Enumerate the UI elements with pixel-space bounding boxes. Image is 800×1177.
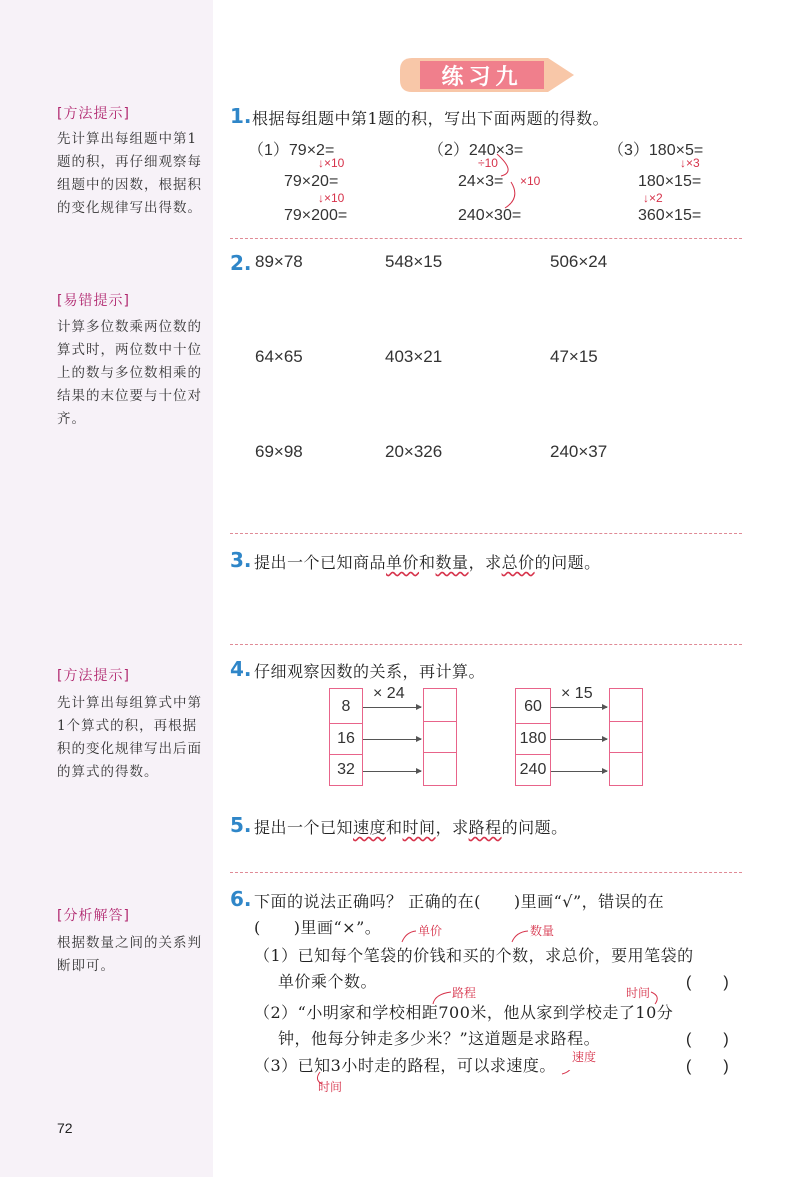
tip2-text: 计算多位数乘两位数的算式时，两位数中十位上的数与多位数相乘的结果的末位要与十位对齐。 xyxy=(57,319,202,427)
divider-1 xyxy=(230,238,742,239)
q6-item1-line2: 单价乘个数。 xyxy=(278,972,378,991)
q6-ann-shuliang: 数量 xyxy=(530,924,555,938)
q5-underline-sudu: 速度 xyxy=(353,818,387,837)
q2-expr-2: 548×15 xyxy=(385,252,443,271)
page-number: 72 xyxy=(57,1120,73,1136)
q1-g2-expr2: 24×3= xyxy=(458,173,504,190)
page-title: 练习九 xyxy=(441,65,523,90)
q1-g2-ann1: ÷10 xyxy=(478,156,498,170)
q1-g1-label: （1） xyxy=(248,142,289,159)
q4-right-num-1: 60 xyxy=(524,698,542,715)
q6-ann-lucheng: 路程 xyxy=(452,986,477,1000)
q2-expr-1: 89×78 xyxy=(255,252,303,271)
q6-ann-danjia: 单价 xyxy=(418,924,443,938)
q1-g2-label: （2） xyxy=(428,142,469,159)
q4-number: 4. xyxy=(230,657,252,681)
q1-g1-ann1: ↓×10 xyxy=(318,156,345,170)
q6-text-line1: 下面的说法正确吗？ 正确的在( )里画“√”，错误的在 xyxy=(254,892,665,911)
q2-number: 2. xyxy=(230,251,252,275)
q3-text: 提出一个已知商品单价和数量，求总价的问题。 xyxy=(254,553,601,572)
title-banner xyxy=(398,56,578,94)
q1-g3-expr2: 180×15= xyxy=(638,173,702,190)
q4-right-arrow-2 xyxy=(551,739,607,740)
q4-left-arrow-1 xyxy=(363,707,421,708)
q1-text: 根据每组题中第1题的积，写出下面两题的得数。 xyxy=(252,109,610,128)
q2-expr-3: 506×24 xyxy=(550,252,608,271)
q1-g3-ann1: ↓×3 xyxy=(680,156,700,170)
q1-g3-expr1: 180×5= xyxy=(648,142,704,159)
q1-g3-expr3: 360×15= xyxy=(638,207,702,224)
tip2-title: [易错提示] xyxy=(57,293,130,309)
q1-g2-expr1: 240×3= xyxy=(468,142,524,159)
q4-right-arrow-3 xyxy=(551,771,607,772)
q1-g1-ann2: ↓×10 xyxy=(318,191,345,205)
q4-left-num-1: 8 xyxy=(341,698,351,715)
q5-underline-lucheng: 路程 xyxy=(468,818,502,837)
q4-right-arrow-1 xyxy=(551,707,607,708)
q4-left-arrow-3 xyxy=(363,771,421,772)
q4-left-arrow-2 xyxy=(363,739,421,740)
q6-item2-answer[interactable]: ( ) xyxy=(686,1031,729,1048)
q1-g3-ann2: ↓×2 xyxy=(643,191,663,205)
q2-expr-5: 403×21 xyxy=(385,347,443,366)
q6-item2-line2: 钟，他每分钟走多少米？”这道题是求路程。 xyxy=(278,1029,601,1048)
divider-2 xyxy=(230,533,742,534)
q1-g2-ann2: ×10 xyxy=(520,174,541,188)
q4-left-op: × 24 xyxy=(373,685,405,702)
divider-4 xyxy=(230,872,742,873)
q1-g1-expr3: 79×200= xyxy=(284,207,348,224)
q3-underline-danjia: 单价 xyxy=(386,553,420,572)
q5-number: 5. xyxy=(230,813,252,837)
q3-underline-zongjia: 总价 xyxy=(501,553,535,572)
q2-expr-9: 240×37 xyxy=(550,442,608,461)
q4-right-num-3: 240 xyxy=(515,754,551,784)
q1-number: 1. xyxy=(230,104,252,128)
q4-right-table xyxy=(515,685,643,786)
q4-left-num-3: 32 xyxy=(329,754,363,784)
q2-expr-8: 20×326 xyxy=(385,442,443,461)
q2-expr-6: 47×15 xyxy=(550,347,598,366)
q1-g1-expr1: 79×2= xyxy=(288,142,335,159)
q6-ann-shijian1: 时间 xyxy=(626,986,651,1000)
q2-expr-4: 64×65 xyxy=(255,347,303,366)
q5-underline-shijian: 时间 xyxy=(402,818,436,837)
q6-text-line2: ( )里画“×”。 xyxy=(254,918,382,937)
q3-number: 3. xyxy=(230,548,252,572)
tip1-text: 先计算出每组题中第1题的积，再仔细观察每组题中的因数，根据积的变化规律写出得数。 xyxy=(57,131,202,216)
divider-3 xyxy=(230,644,742,645)
q4-text: 仔细观察因数的关系，再计算。 xyxy=(254,662,486,681)
q4-right-op: × 15 xyxy=(561,685,593,702)
q2-expr-7: 69×98 xyxy=(255,442,303,461)
q1-g2-expr3: 240×30= xyxy=(458,207,522,224)
q4-right-answer-2[interactable] xyxy=(609,721,643,753)
tip3-title: [方法提示] xyxy=(57,668,130,684)
q6-item1-answer[interactable]: ( ) xyxy=(686,974,729,991)
q4-left-table xyxy=(329,685,457,786)
q6-item2-line1: （2）“小明家和学校相距700米，他从家到学校走了10分 xyxy=(254,1003,674,1022)
q6-ann-shijian2: 时间 xyxy=(318,1080,343,1094)
q6-number: 6. xyxy=(230,887,252,911)
q6-item1-line1: （1）已知每个笔袋的价钱和买的个数，求总价，要用笔袋的 xyxy=(254,946,694,965)
tip1-title: [方法提示] xyxy=(57,106,130,122)
tip4-title: [分析解答] xyxy=(57,908,130,924)
q6-item3-answer[interactable]: ( ) xyxy=(686,1058,729,1075)
q1-g3-label: （3） xyxy=(608,142,649,159)
q6-ann-sudu: 速度 xyxy=(572,1050,597,1064)
tip4-text: 根据数量之间的关系判断即可。 xyxy=(57,935,202,974)
tip3-text: 先计算出每组算式中第1个算式的积，再根据积的变化规律写出后面的算式的得数。 xyxy=(57,695,202,780)
q3-underline-shuliang: 数量 xyxy=(435,553,469,572)
q5-text: 提出一个已知速度和时间，求路程的问题。 xyxy=(254,818,568,837)
q1-g2-curve-arrows xyxy=(495,152,525,214)
q4-right-num-2: 180 xyxy=(515,723,551,753)
q6-item3-line1: （3）已知3小时走的路程，可以求速度。 xyxy=(254,1056,556,1075)
q4-left-num-2: 16 xyxy=(329,723,363,753)
q6-ann-arrows-3 xyxy=(300,1070,580,1090)
q4-left-answer-2[interactable] xyxy=(423,721,457,753)
q1-g1-expr2: 79×20= xyxy=(284,173,339,190)
